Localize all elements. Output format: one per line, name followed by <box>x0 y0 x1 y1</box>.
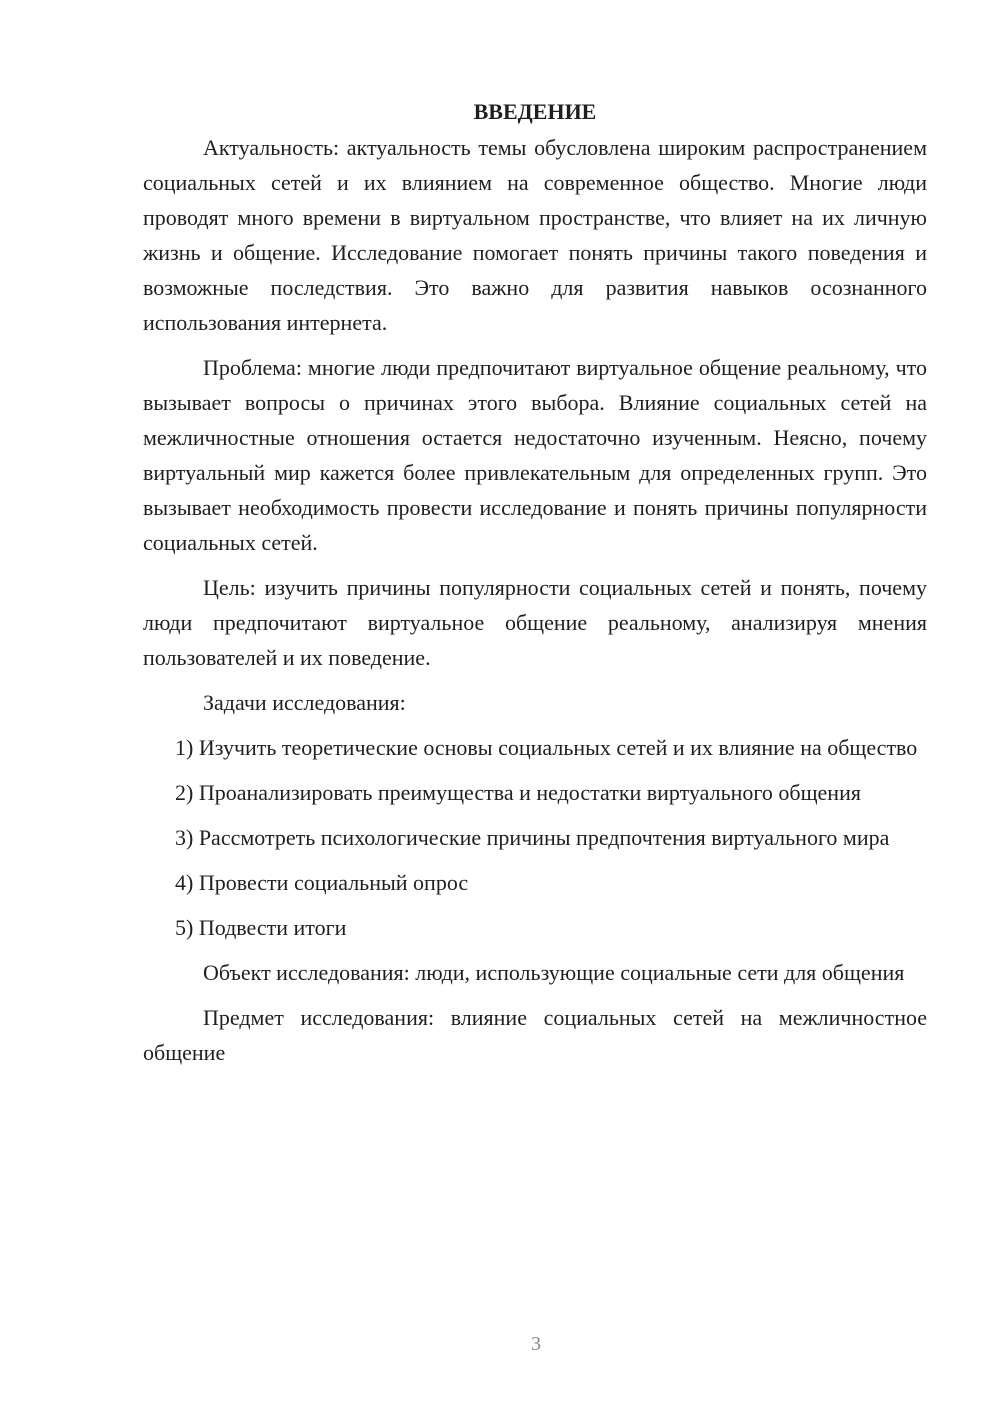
task-item-2: 2) Проанализировать преимущества и недостатки виртуального общения <box>175 780 861 805</box>
task-item-4: 4) Провести социальный опрос <box>175 870 469 895</box>
goal-paragraph: Цель: изучить причины популярности социальных сетей и понять, почему люди предпочитают виртуальное общение реальному, анализируя мнения пользователей и их поведение. <box>143 575 927 670</box>
page-number: 3 <box>531 1333 541 1355</box>
research-object-paragraph: Объект исследования: люди, использующие социальные сети для общения <box>203 960 905 985</box>
task-item-3: 3) Рассмотреть психологические причины предпочтения виртуального мира <box>175 825 890 850</box>
task-item-1: 1) Изучить теоретические основы социальных сетей и их влияние на общество <box>175 735 918 760</box>
relevance-paragraph: Актуальность: актуальность темы обусловлена широким распространением социальных сетей и их влиянием на современное общество. Многие люди проводят много времени в виртуальном пространстве, что влияет на их личную жизнь и общение. Исследование помогает понять причины такого поведения и возможные последствия. Это важно для развития навыков осознанного использования интернета. <box>143 135 927 335</box>
research-subject-paragraph: Предмет исследования: влияние социальных сетей на межличностное общение <box>143 1005 927 1065</box>
tasks-heading: Задачи исследования: <box>203 690 406 715</box>
problem-paragraph: Проблема: многие люди предпочитают виртуальное общение реальному, что вызывает вопросы о причинах этого выбора. Влияние социальных сетей на межличностные отношения остается недостаточно изученным. Неясно, почему виртуальный мир кажется более привлекательным для определенных групп. Это вызывает необходимость провести исследование и понять причины популярности социальных сетей. <box>143 355 927 555</box>
page-title: ВВЕДЕНИЕ <box>473 99 597 124</box>
task-item-5: 5) Подвести итоги <box>175 915 347 940</box>
page-content <box>143 94 927 1080</box>
